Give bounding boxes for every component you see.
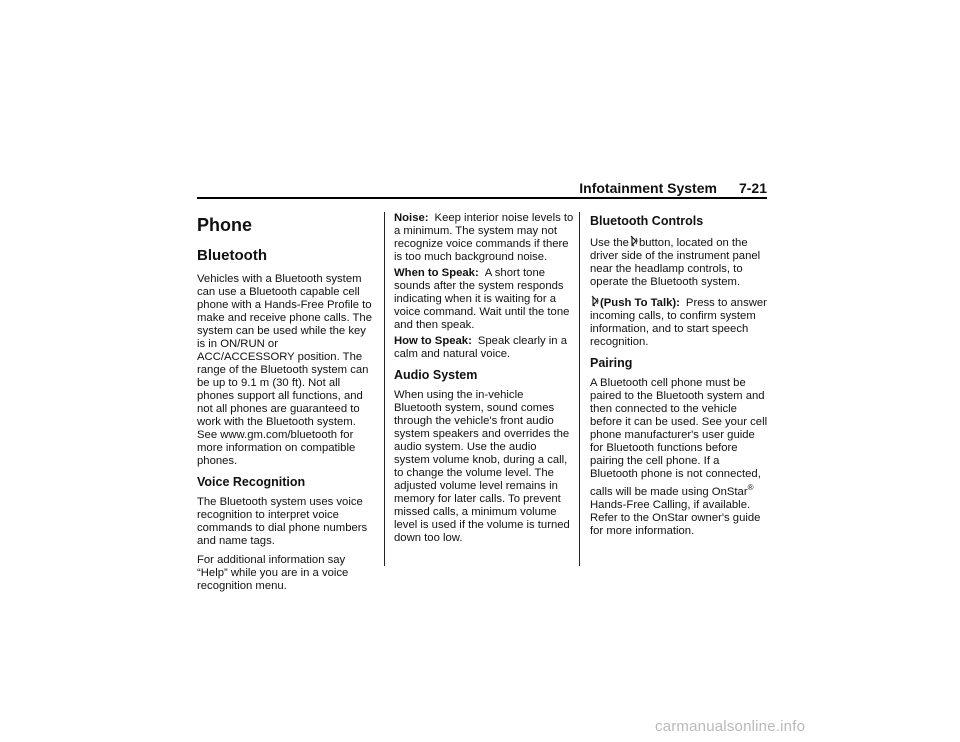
voice-paragraph-2: For additional information say “Help” while you are in a voice recognition menu. — [197, 554, 349, 592]
push-to-talk-icon-2 — [590, 295, 600, 307]
column-divider-2 — [579, 212, 580, 566]
watermark: carmanualsonline.info — [655, 718, 806, 735]
audio-system-heading: Audio System — [394, 368, 478, 382]
voice-recognition-heading: Voice Recognition — [197, 475, 306, 489]
column-3 — [590, 212, 770, 544]
voice-paragraph-1: The Bluetooth system uses voice recognition to interpret voice commands to dial phone numbers and name tags. — [197, 496, 368, 547]
noise-paragraph — [394, 212, 574, 264]
noise-term: Noise: — [394, 212, 429, 224]
when-text: A short tone sounds after the system responds indicating when it is waiting for a voice command. Wait until the tone and then speak. — [394, 267, 570, 331]
ptt-term: (Push To Talk): — [600, 297, 680, 309]
header-rule — [197, 197, 767, 199]
ptt-text: Press to answer incoming calls, to confirm system information, and to start speech recognition. — [590, 297, 767, 348]
pairing-heading: Pairing — [590, 356, 633, 370]
push-to-talk-icon — [629, 235, 639, 247]
how-text: Speak clearly in a calm and natural voice. — [394, 335, 568, 360]
registered-mark: ® — [747, 483, 754, 492]
when-to-speak-paragraph — [394, 267, 574, 332]
bluetooth-heading: Bluetooth — [197, 247, 267, 264]
when-term: When to Speak: — [394, 267, 479, 279]
column-1 — [197, 212, 377, 599]
pairing-post: Hands-Free Calling, if available. Refer to the OnStar owner's guide for more information. — [590, 498, 761, 537]
push-to-talk-paragraph — [590, 295, 770, 349]
audio-paragraph: When using the in-vehicle Bluetooth system, sound comes through the vehicle's front audio system speakers and overrides the audio system. Use the audio system volume knob, during a call, to change the volume level. The adjusted volume level remains in memory for later calls. To prevent missed calls, a minimum volume level is used if the volume is turned down too low. — [394, 389, 570, 544]
how-to-speak-paragraph — [394, 335, 574, 361]
controls-paragraph — [590, 235, 770, 289]
controls-post: button, located on the driver side of the instrument panel near the headlamp controls, to operate the Bluetooth system. — [590, 237, 761, 288]
noise-text: Keep interior noise levels to a minimum. The system may not recognize voice commands if there is too much background noise. — [394, 212, 574, 263]
controls-pre: Use the — [590, 237, 629, 249]
pairing-paragraph — [590, 377, 770, 538]
bluetooth-controls-heading: Bluetooth Controls — [590, 214, 704, 228]
page-title: Phone — [197, 215, 253, 235]
bluetooth-paragraph: Vehicles with a Bluetooth system can use a Bluetooth capable cell phone with a Hands-Free Profile to make and receive phone calls. The system can be used while the key is in ON/RUN or ACC/ACCESSORY position. The range of the Bluetooth system can be up to 9.1 m (30 ft). Not all phones support all functions, and not all phones are guaranteed to work with the Bluetooth system. See www.gm.com/bluetooth for more information on compatible phones. — [197, 273, 372, 467]
pairing-pre: A Bluetooth cell phone must be paired to the Bluetooth system and then connected to the vehicle before it can be used. See your cell phone manufacturer's user guide for Bluetooth functions before pairing the cell phone. If a Bluetooth phone is not connected, calls will be made using OnStar — [590, 377, 768, 498]
page-number: 7-21 — [738, 180, 767, 196]
section-title: Infotainment System — [579, 180, 717, 196]
column-2 — [394, 212, 574, 551]
how-term: How to Speak: — [394, 335, 472, 347]
column-divider-1 — [384, 212, 385, 566]
